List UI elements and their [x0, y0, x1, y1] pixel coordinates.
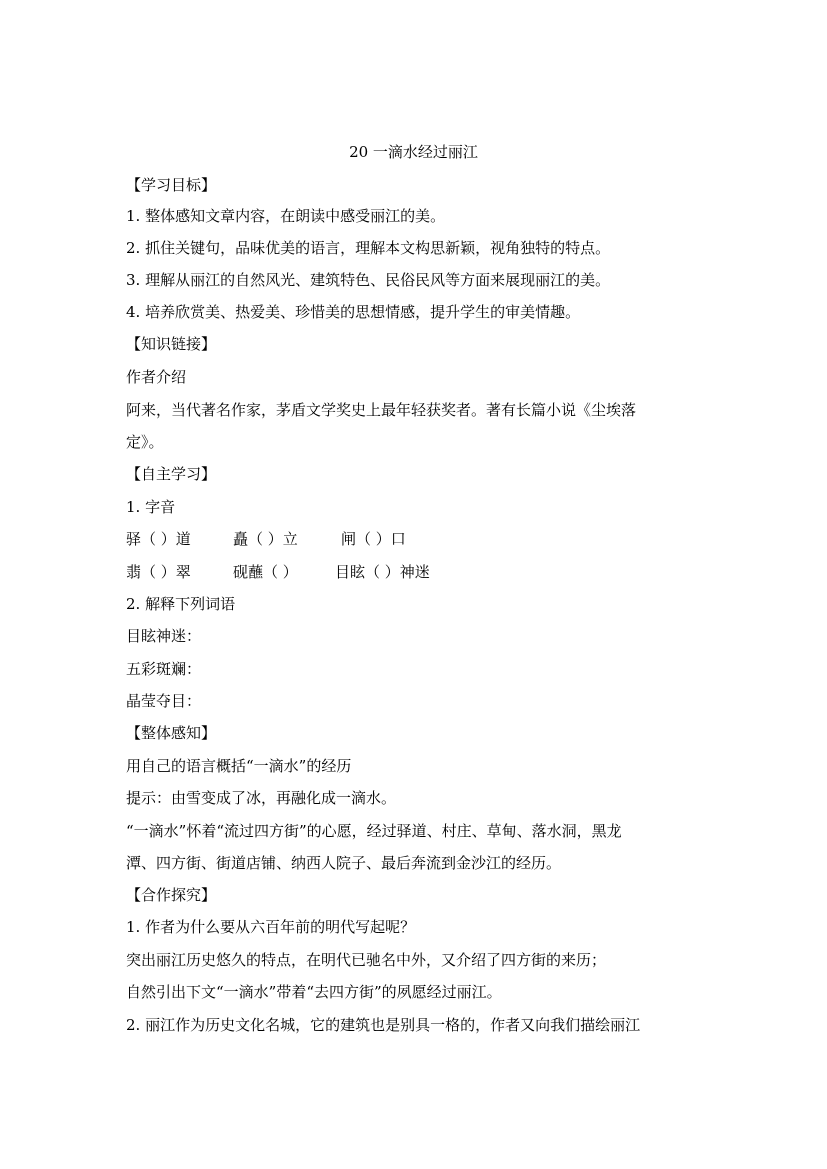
vocab-item: 晶莹夺目： [126, 692, 202, 710]
section-heading-cooperate: 【合作探究】 [126, 886, 217, 904]
overall-answer: 潭、四方街、街道店铺、纳西人院子、最后奔流到金沙江的经历。 [126, 854, 562, 872]
section-heading-knowledge: 【知识链接】 [126, 335, 217, 353]
goal-item: 1. 整体感知文章内容，在朗读中感受丽江的美。 [126, 207, 446, 225]
section-heading-self-study: 【自主学习】 [126, 465, 217, 483]
page-title: 20 一滴水经过丽江 [349, 143, 478, 161]
goal-item: 3. 理解从丽江的自然风光、建筑特色、民俗民风等方面来展现丽江的美。 [126, 271, 611, 289]
pronunciation-item: 驿（ ）道 [126, 530, 191, 548]
goal-item: 2. 抓住关键句，品味优美的语言，理解本文构思新颖，视角独特的特点。 [126, 239, 611, 257]
pronunciation-heading: 1. 字音 [126, 498, 176, 516]
pronunciation-item: 翡（ ）翠 [126, 563, 191, 581]
vocab-item: 五彩斑斓： [126, 660, 202, 678]
section-heading-overall: 【整体感知】 [126, 724, 217, 742]
section-heading-goals: 【学习目标】 [126, 176, 217, 194]
pronunciation-item: 矗（ ）立 [233, 530, 298, 548]
author-text: 定》。 [126, 433, 164, 451]
vocab-heading: 2. 解释下列词语 [126, 595, 236, 613]
pronunciation-item: 闸（ ）口 [341, 530, 406, 548]
overall-hint: 提示：由雪变成了冰，再融化成一滴水。 [126, 789, 397, 807]
pronunciation-item: 目眩（ ）神迷 [335, 563, 430, 581]
answer-text: 自然引出下文“一滴水”带着“去四方街”的夙愿经过丽江。 [126, 983, 502, 1001]
author-text: 阿来，当代著名作家，茅盾文学奖史上最年轻获奖者。著有长篇小说《尘埃落 [126, 401, 637, 419]
overall-prompt: 用自己的语言概括“一滴水”的经历 [126, 757, 352, 775]
answer-text: 突出丽江历史悠久的特点，在明代已驰名中外，又介绍了四方街的来历； [126, 951, 607, 969]
question: 2. 丽江作为历史文化名城，它的建筑也是别具一格的，作者又向我们描绘丽江 [126, 1016, 641, 1034]
vocab-item: 目眩神迷： [126, 627, 202, 645]
author-heading: 作者介绍 [126, 368, 187, 386]
overall-answer: “一滴水”怀着“流过四方街”的心愿，经过驿道、村庄、草甸、落水洞，黑龙 [126, 822, 622, 840]
pronunciation-item: 砚蘸（ ） [233, 563, 298, 581]
question: 1. 作者为什么要从六百年前的明代写起呢？ [126, 918, 416, 936]
goal-item: 4. 培养欣赏美、热爱美、珍惜美的思想情感，提升学生的审美情趣。 [126, 303, 581, 321]
